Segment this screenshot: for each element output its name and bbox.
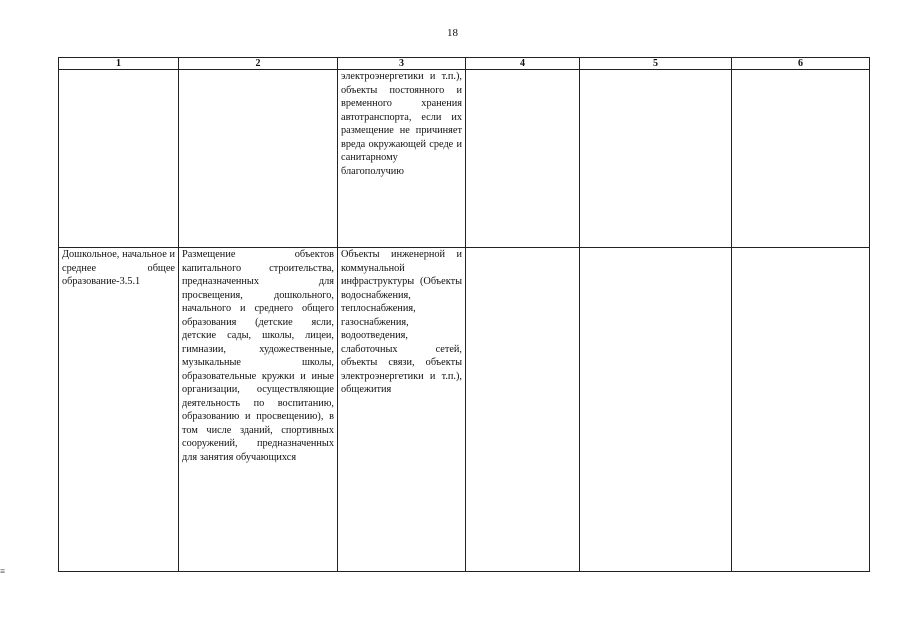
table-row: [59, 248, 870, 572]
row1-col1-cell: [59, 70, 179, 248]
table-header-row: [59, 58, 870, 70]
land-use-type-cell: Дошкольное, начальное и среднее общее образование-3.5.1: [59, 248, 179, 572]
row1-col4-cell: [466, 70, 580, 248]
table-row: [59, 70, 870, 248]
land-use-description-cell: Размещение объектов капитального строительства, предназначенных для просвещения, дошкольного, начального и среднего общего образования (детские ясли, детские сады, школы, лицеи, гимназии, художественные, музыкальные школы, образовательные кружки и иные организации, осуществляющие деятельность по воспитанию, образованию и просвещению), в том числе зданий, спортивных сооружений, предназначенных для занятия обучающихся: [179, 248, 338, 572]
zoning-table: [58, 57, 870, 572]
row1-col2-cell: [179, 70, 338, 248]
header-col-2: 2: [179, 58, 338, 70]
row2-col4-cell: [466, 248, 580, 572]
header-col-5: 5: [580, 58, 732, 70]
header-col-3: 3: [338, 58, 466, 70]
margin-scan-mark: ≡: [0, 566, 6, 576]
permitted-objects-cell: Объекты инженерной и коммунальной инфраструктуры (Объекты водоснабжения, теплоснабжения, газоснабжения, водоотведения, слаботочных сетей, объекты связи, объекты электроэнергетики и т.п.), общежития: [338, 248, 466, 572]
row2-col5-cell: [580, 248, 732, 572]
row1-col5-cell: [580, 70, 732, 248]
page-number: 18: [447, 27, 458, 39]
row2-col6-cell: [732, 248, 870, 572]
row1-col6-cell: [732, 70, 870, 248]
header-col-4: 4: [466, 58, 580, 70]
row1-col3-cell: электроэнергетики и т.п.), объекты постоянного и временного хранения автотранспорта, если их размещение не причиняет вреда окружающей среде и санитарному благополучию: [338, 70, 466, 248]
header-col-1: 1: [59, 58, 179, 70]
header-col-6: 6: [732, 58, 870, 70]
